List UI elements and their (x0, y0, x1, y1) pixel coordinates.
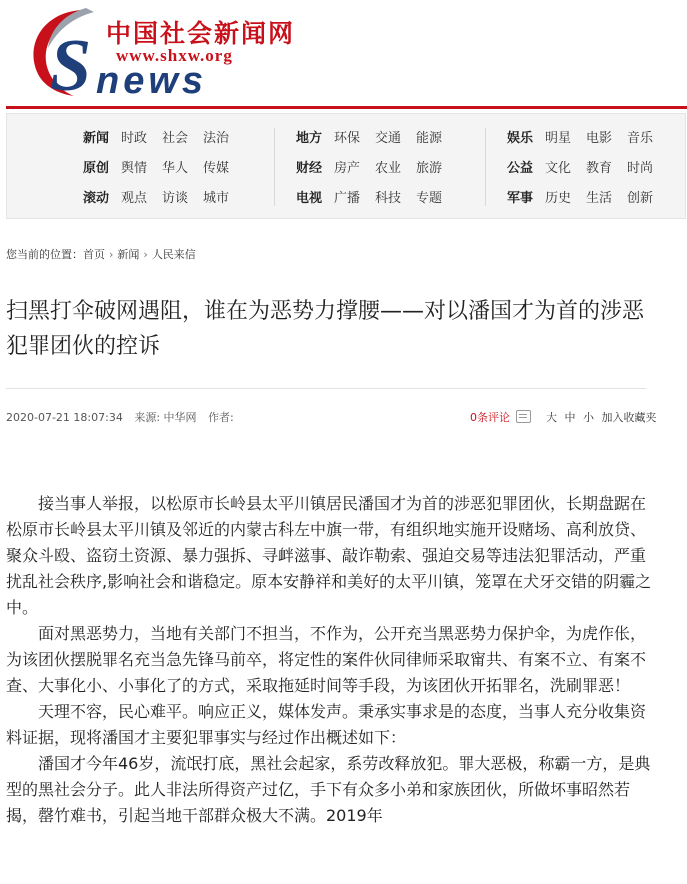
nav-item[interactable]: 教育 (586, 161, 613, 176)
nav-divider (485, 128, 486, 206)
nav-item[interactable]: 科技 (375, 191, 402, 206)
breadcrumb-letters-link[interactable]: 人民来信 (151, 248, 196, 261)
svg-text:S: S (50, 25, 92, 104)
nav-item[interactable]: 时政 (121, 131, 148, 146)
article-paragraph: 接当事人举报，以松原市长岭县太平川镇居民潘国才为首的涉恶犯罪团伙，长期盘踞在松原市长岭县太平川镇及邻近的内蒙古科左中旗一带，有组织地实施开设赌场、高利放贷、聚众斗殴、盗窃土资源、暴力强拆、寻衅滋事、敲诈勒索、强迫交易等违法犯罪活动，严重扰乱社会秩序,影响社会和谐稳定。原本安静祥和美好的太平川镇，笼罩在犬牙交错的阴霾之中。 (6, 494, 652, 617)
nav-group-2 (296, 124, 457, 214)
nav-item[interactable]: 农业 (375, 161, 402, 176)
comment-count[interactable]: 0条评论 (470, 411, 510, 424)
article-title: 扫黑打伞破网遇阻，谁在为恶势力撑腰——对以潘国才为首的涉恶犯罪团伙的控诉 (6, 299, 645, 359)
nav-item[interactable]: 华人 (162, 161, 189, 176)
nav-item[interactable]: 法治 (203, 131, 230, 146)
article-source: 来源: 中华网 (134, 411, 197, 424)
title-divider (6, 388, 646, 389)
article-paragraph: 面对黑恶势力，当地有关部门不担当，不作为，公开充当黑恶势力保护伞，为虎作伥，为该团伙摆脱罪名充当急先锋马前卒，将定性的案件伙同律师采取甯共、有案不立、有案不查、大事化小、小事化了的方式，采取拖延时间等手段，为该团伙开拓罪名，洗刷罪恶！ (6, 624, 647, 695)
nav-row (507, 124, 668, 154)
nav-row (507, 154, 668, 184)
header-divider (6, 106, 687, 109)
nav-item[interactable]: 创新 (627, 191, 654, 206)
nav-item[interactable]: 音乐 (627, 131, 654, 146)
nav-group-3 (507, 124, 668, 214)
nav-item[interactable]: 明星 (545, 131, 572, 146)
nav-item[interactable]: 传媒 (203, 161, 230, 176)
nav-item[interactable]: 房产 (334, 161, 361, 176)
nav-category-dianshi[interactable]: 电视 (296, 191, 323, 206)
nav-item[interactable]: 历史 (545, 191, 572, 206)
article-meta (6, 409, 242, 425)
add-favorite-button[interactable]: 加入收藏夹 (601, 411, 657, 424)
nav-divider (274, 128, 275, 206)
nav-item[interactable]: 交通 (375, 131, 402, 146)
nav-category-junshi[interactable]: 军事 (507, 191, 534, 206)
nav-row (83, 184, 244, 214)
category-nav (6, 113, 686, 219)
nav-item[interactable]: 广播 (334, 191, 361, 206)
font-size-large-button[interactable]: 大 (546, 411, 557, 424)
logo-news-word: news (96, 60, 208, 102)
breadcrumb-home-link[interactable]: 首页 (83, 248, 105, 261)
breadcrumb (6, 246, 196, 262)
nav-item[interactable]: 城市 (203, 191, 230, 206)
nav-item[interactable]: 旅游 (416, 161, 443, 176)
comments-link[interactable] (470, 409, 531, 425)
nav-item[interactable]: 观点 (121, 191, 148, 206)
article-author: 作者: (208, 411, 234, 424)
nav-row (507, 184, 668, 214)
logo-url: www.shxw.org (116, 46, 233, 65)
nav-row (296, 124, 457, 154)
nav-category-gongyi[interactable]: 公益 (507, 161, 534, 176)
logo-chinese-name: 中国社会新闻网 (106, 19, 296, 48)
chevron-right-icon: › (143, 248, 148, 261)
nav-category-difang[interactable]: 地方 (296, 131, 323, 146)
nav-category-yule[interactable]: 娱乐 (507, 131, 534, 146)
nav-item[interactable]: 专题 (416, 191, 443, 206)
nav-item[interactable]: 社会 (162, 131, 189, 146)
article-body (6, 491, 652, 829)
font-size-controls (546, 409, 661, 425)
nav-category-gundong[interactable]: 滚动 (83, 191, 110, 206)
article-paragraph: 天理不容，民心难平。响应正义，媒体发声。秉承实事求是的态度，当事人充分收集资料证据，现将潘国才主要犯罪事实与经过作出概述如下： (6, 702, 647, 747)
nav-item[interactable]: 生活 (586, 191, 613, 206)
breadcrumb-prefix: 您当前的位置： (6, 248, 83, 261)
nav-item[interactable]: 时尚 (627, 161, 654, 176)
nav-group-1 (83, 124, 244, 214)
nav-category-caijing[interactable]: 财经 (296, 161, 323, 176)
article-paragraph: 潘国才今年46岁，流氓打底，黑社会起家，系劳改释放犯。罪大恶极，称霸一方，是典型的黑社会分子。此人非法所得资产过亿，手下有众多小弟和家族团伙，所做坏事昭然若揭，罄竹难书，引起当地干部群众极大不满。2019年 (6, 754, 651, 825)
site-header (0, 0, 687, 104)
article-datetime: 2020-07-21 18:07:34 (6, 411, 123, 424)
nav-item[interactable]: 能源 (416, 131, 443, 146)
font-size-small-button[interactable]: 小 (583, 411, 594, 424)
nav-row (83, 124, 244, 154)
nav-category-yuanchuang[interactable]: 原创 (83, 161, 110, 176)
nav-item[interactable]: 访谈 (162, 191, 189, 206)
chevron-right-icon: › (109, 248, 114, 261)
breadcrumb-news-link[interactable]: 新闻 (117, 248, 140, 261)
nav-item[interactable]: 电影 (586, 131, 613, 146)
comment-icon[interactable] (516, 410, 531, 423)
nav-item[interactable]: 文化 (545, 161, 572, 176)
nav-item[interactable]: 环保 (334, 131, 361, 146)
font-size-medium-button[interactable]: 中 (564, 411, 576, 424)
nav-row (296, 154, 457, 184)
nav-row (83, 154, 244, 184)
nav-row (296, 184, 457, 214)
nav-category-xinwen[interactable]: 新闻 (83, 131, 110, 146)
nav-item[interactable]: 舆情 (121, 161, 148, 176)
